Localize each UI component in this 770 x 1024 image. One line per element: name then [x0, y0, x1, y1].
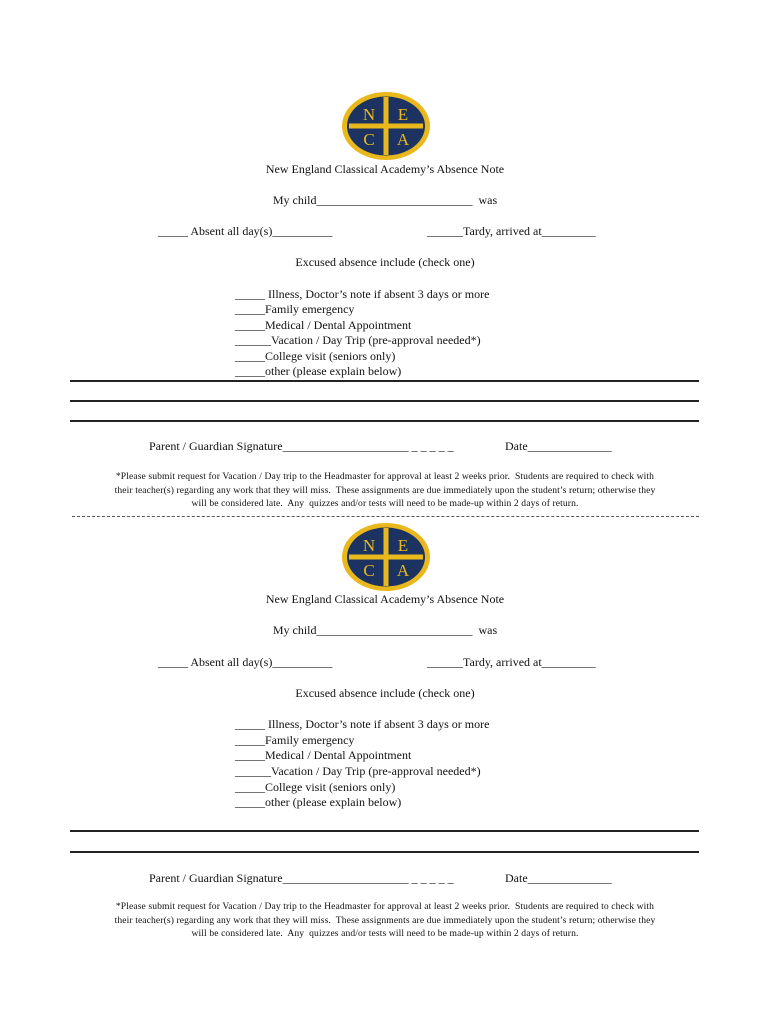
footnote — [66, 470, 704, 511]
svg-text:A: A — [396, 561, 410, 580]
option-other[interactable]: _____other (please explain below) — [235, 795, 402, 809]
svg-text:E: E — [397, 536, 409, 555]
option-illness[interactable]: _____ Illness, Doctor’s note if absent 3 days or more — [235, 287, 490, 301]
footnote-line: *Please submit request for Vacation / Day trip to the Headmaster for approval at least 2 weeks prior. Students are required to check with — [115, 901, 655, 912]
footnote-line: will be considered late. Any quizzes and/or tests will need to be made-up within 2 days of return. — [191, 498, 579, 509]
absent-all-day-line[interactable]: _____ Absent all day(s)__________ — [158, 224, 333, 238]
footnote-line: their teacher(s) regarding any work that they will miss. These assignments are due immediately upon the student’s return; otherwise they — [114, 484, 656, 496]
absence-note-form-1 — [0, 0, 770, 430]
option-other[interactable]: _____other (please explain below) — [235, 364, 402, 378]
option-family-emergency[interactable]: _____Family emergency — [235, 733, 355, 747]
svg-text:C: C — [363, 561, 375, 580]
child-name-line[interactable]: My child__________________________ was — [272, 623, 498, 637]
explanation-line[interactable] — [70, 400, 699, 402]
option-college-visit[interactable]: _____College visit (seniors only) — [235, 780, 396, 794]
signature-line[interactable]: Parent / Guardian Signature_____________________ _ _ _ _ _ — [149, 871, 454, 885]
neca-logo — [340, 521, 432, 593]
svg-text:N: N — [362, 105, 376, 124]
neca-logo — [340, 90, 432, 162]
explanation-line[interactable] — [70, 830, 699, 832]
svg-text:C: C — [363, 130, 375, 149]
option-college-visit[interactable]: _____College visit (seniors only) — [235, 349, 396, 363]
option-medical-dental[interactable]: _____Medical / Dental Appointment — [235, 318, 412, 332]
option-medical-dental[interactable]: _____Medical / Dental Appointment — [235, 748, 412, 762]
option-family-emergency[interactable]: _____Family emergency — [235, 302, 355, 316]
footnote-line: will be considered late. Any quizzes and/or tests will need to be made-up within 2 days of return. — [191, 928, 579, 939]
explanation-line[interactable] — [70, 420, 699, 422]
svg-text:A: A — [396, 130, 410, 149]
absent-all-day-line[interactable]: _____ Absent all day(s)__________ — [158, 655, 333, 669]
explanation-line[interactable] — [70, 851, 699, 853]
cut-line — [72, 516, 699, 517]
option-vacation-day-trip[interactable]: ______Vacation / Day Trip (pre-approval needed*) — [235, 764, 481, 778]
excused-heading: Excused absence include (check one) — [295, 686, 475, 700]
date-line[interactable]: Date______________ — [505, 871, 612, 885]
form-title: New England Classical Academy’s Absence Note — [265, 162, 505, 176]
svg-text:E: E — [397, 105, 409, 124]
footnote — [66, 900, 704, 941]
explanation-line[interactable] — [70, 380, 699, 382]
form-title: New England Classical Academy’s Absence Note — [265, 592, 505, 606]
excused-heading: Excused absence include (check one) — [295, 255, 475, 269]
option-vacation-day-trip[interactable]: ______Vacation / Day Trip (pre-approval needed*) — [235, 333, 481, 347]
svg-text:N: N — [362, 536, 376, 555]
option-illness[interactable]: _____ Illness, Doctor’s note if absent 3 days or more — [235, 717, 490, 731]
footnote-line: *Please submit request for Vacation / Day trip to the Headmaster for approval at least 2 weeks prior. Students are required to check with — [115, 471, 655, 482]
signature-line[interactable]: Parent / Guardian Signature_____________________ _ _ _ _ _ — [149, 439, 454, 453]
footnote-line: their teacher(s) regarding any work that they will miss. These assignments are due immediately upon the student’s return; otherwise they — [114, 914, 656, 926]
tardy-arrived-line[interactable]: ______Tardy, arrived at_________ — [427, 655, 596, 669]
date-line[interactable]: Date______________ — [505, 439, 612, 453]
child-name-line[interactable]: My child__________________________ was — [272, 193, 498, 207]
tardy-arrived-line[interactable]: ______Tardy, arrived at_________ — [427, 224, 596, 238]
